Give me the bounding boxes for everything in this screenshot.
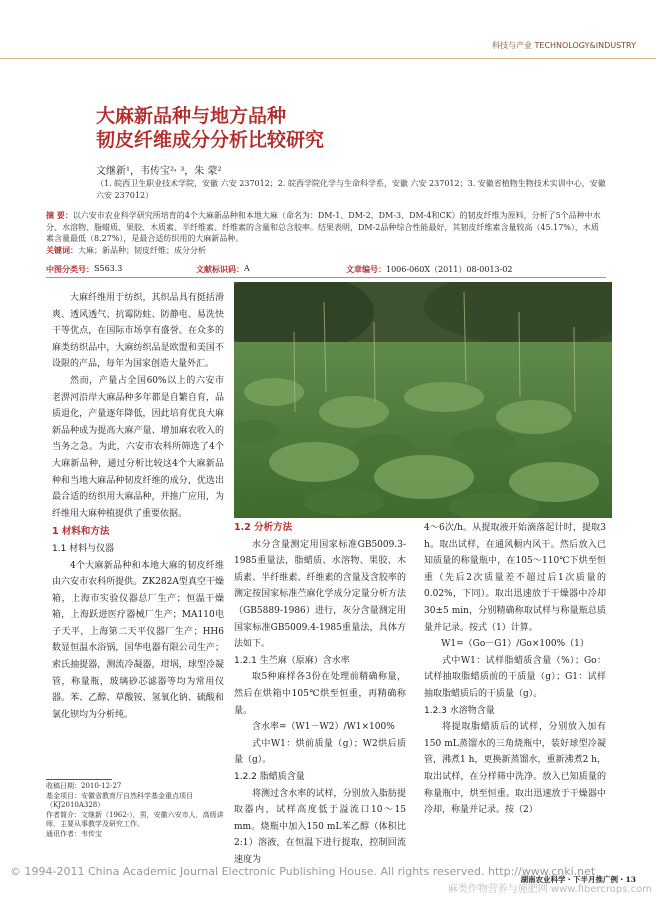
footnote-rule — [46, 779, 112, 780]
section-tag: 科技与产业 TECHNOLOGY&INDUSTRY — [491, 41, 636, 50]
intro-paragraph-2: 然而，产量占全国60%以上的六安市老淠河沿岸大麻品种多年都是自繁自育，品质退化，产量逐年降低，因此培育优良大麻新品种成为提高大麻产量、增加麻农收入的当务之急。为此，六安市农科所筛选了4个大麻新品种，通过分析比较这4个大麻新品种和当地大麻品种韧皮纤维的成分，优选出最合适的纺织用大麻品种，并推广应用，为纤维用大麻种植提供了重要依据。 — [52, 375, 224, 519]
section-heading-1-2: 1.2 分析方法 — [234, 522, 293, 533]
left-column — [52, 290, 224, 723]
water-soluble-paragraph: 将提取脂蜡质后的试样，分别放入加有150 mL蒸馏水的三角烧瓶中，装好球型冷凝管，沸煮1 h，更换新蒸馏水，重新沸煮2 h，取出试样，在分样筛中洗净。放入已知质量的称量瓶中，烘至恒重。取出迅速放于干燥器中冷却，称量并记录。按（2） — [424, 722, 606, 816]
intro-paragraph-1: 大麻纤维用于纺织，其织品具有挺括滑爽、透风透气、抗霉防蛀、防静电、易洗快干等优点，在国际市场享有盛誉。在众多的麻类纺织品中，大麻纺织品是欧盟和美国不设限的产品，每年为国家创造大量外汇。 — [52, 293, 224, 370]
method-paragraph: 水分含量测定用国家标准GB5009.3-1985重量法，脂蜡质、水溶物、果胶、木质素、半纤维素、纤维素的含量及含胶率的测定按国家标准苎麻化学成分定量分析方法（GB5889-1986）进行，灰分含量测定用国家标准GB5009.4-1985重量法，具体方法如下。 — [234, 539, 406, 650]
section-heading-1-1: 1.1 材料与仪器 — [52, 543, 115, 554]
hemp-field-photo — [234, 282, 612, 518]
heading-1-2-1: 1.2.1 生苎麻（原麻）含水率 — [234, 655, 350, 666]
article-no-value: 1006-060X（2011）08-0013-02 — [386, 265, 513, 274]
moisture-paragraph: 取5种麻样各3份在处理前精确称量，然后在烘箱中105℃烘至恒重，再精确称量。 — [234, 672, 406, 716]
wax-formula: W1=（Go－G1）/Go×100%（1） — [441, 639, 589, 650]
title-line-2: 韧皮纤维成分分析比较研究 — [96, 129, 325, 151]
keywords-label: 关键词： — [46, 245, 78, 255]
doc-code-label: 文献标识码： — [196, 265, 244, 274]
moisture-variables: 式中W1：烘前质量（g）；W2烘后质量（g）。 — [234, 738, 406, 766]
journal-footer: 湖南农业科学・下半月推广例・13 — [520, 875, 636, 884]
moisture-formula: 含水率=（W1－W2）/W1×100% — [252, 722, 395, 733]
heading-1-2-3: 1.2.3 水溶物含量 — [424, 705, 495, 716]
heading-1-2-2: 1.2.2 脂蜡质含量 — [234, 771, 305, 782]
header-band — [0, 36, 656, 58]
keywords-text: 大麻；新品种；韧皮纤维；成分分析 — [78, 245, 206, 255]
hemp-field-image — [234, 282, 612, 518]
right-column — [424, 520, 606, 819]
copyright-notice: © 1994-2011 China Academic Journal Electronic Publishing House. All rights reserved. http://www.cnki.net — [10, 865, 596, 878]
wax-paragraph-continued: 4～6次/h。从提取液开始滴落起计时，提取3 h。取出试样，在通风橱内风干。然后放入已知质量的称量瓶中，在105～110℃下烘至恒重（先后2次质量差不超过后1次质量的0.02%，下同）。取出迅速放于干燥器中冷却30±5 min，分别精确称取试样与称量瓶总质量并记录。按式（1）计算。 — [424, 523, 606, 633]
clc-label: 中图分类号： — [46, 265, 94, 274]
wax-paragraph: 将测过含水率的试样，分别放入脂肪提取器内，试样高度低于溢流口10～15 mm。烧瓶中加入150 mL苯乙醇（体积比2:1）溶液，在恒温下进行提取，控制回流速度为 — [234, 788, 406, 865]
title-line-1: 大麻新品种与地方品种 — [96, 105, 287, 127]
fund-info: 基金项目：安徽省教育厅自然科学基金重点项目（KJ2010A328） — [46, 791, 193, 809]
doc-code-value: A — [244, 264, 250, 273]
abstract-text: 以六安市农业科学研究所培育的4个大麻新品种和本地大麻（命名为：DM-1、DM-2、DM-3、DM-4和CK）的韧皮纤维为原料，分析了5个品种中水分、水溶物、脂蜡质、果胶、木质素、半纤维素、纤维素的含量和总含胶率。结果表明，DM-2品种综合性能最好，其韧皮纤维素含量较高（45.17%），木质素含量最低（8.27%），是最合适纺织用的大麻新品种。 — [46, 211, 601, 243]
corresponding-author: 通讯作者：韦传宝 — [46, 829, 102, 838]
abstract-divider — [46, 277, 606, 278]
abstract-block — [46, 210, 606, 256]
header-divider — [0, 58, 656, 59]
author-info: 作者简介：文继新（1962-），男，安徽六安市人，高级讲师，主要从事教学及研究工作。 — [46, 810, 224, 828]
website-watermark: 麻类作物营养与施肥网 www.fibercrops.com — [447, 884, 652, 895]
middle-column — [234, 520, 406, 868]
clc-value: S563.3 — [94, 264, 123, 273]
abstract-label: 摘 要： — [46, 211, 73, 220]
wax-variables: 式中W1：试样脂蜡质含量（%）；Go：试样抽取脂蜡质前的干质量（g）；G1：试样抽取脂蜡质后的干质量（g）。 — [424, 655, 606, 699]
materials-paragraph: 4个大麻新品种和本地大麻的韧皮纤维由六安市农科所提供。ZK282A型真空干燥箱，上海市实验仪器总厂生产；恒温干燥箱，上海跃进医疗器械厂生产；MA110电子天平，上海第二天平仪器厂生产；HH6数显恒温水浴锅，国华电器有限公司生产；索氏抽提器，测流冷凝器，坩埚，球型冷凝管，称量瓶，玻璃砂芯滤器等均为常用仪器。苯、乙醇、草酸铵、氢氧化钠、硫酸和氯化钡均为分析纯。 — [52, 560, 224, 720]
footnote-block — [46, 782, 236, 839]
received-date: 收稿日期：2010-12-27 — [46, 782, 122, 790]
affiliations: （1. 皖西卫生职业技术学院，安徽 六安 237012；2. 皖西学院化学与生命科学系，安徽 六安 237012；3. 安徽省植物生物技术实训中心，安徽 六安 237012） — [96, 179, 606, 200]
authors: 文继新¹，韦传宝²˒ ³，朱 蒙² — [96, 166, 222, 177]
article-no-label: 文章编号： — [346, 265, 386, 274]
section-heading-1: 1 材料和方法 — [52, 526, 110, 538]
